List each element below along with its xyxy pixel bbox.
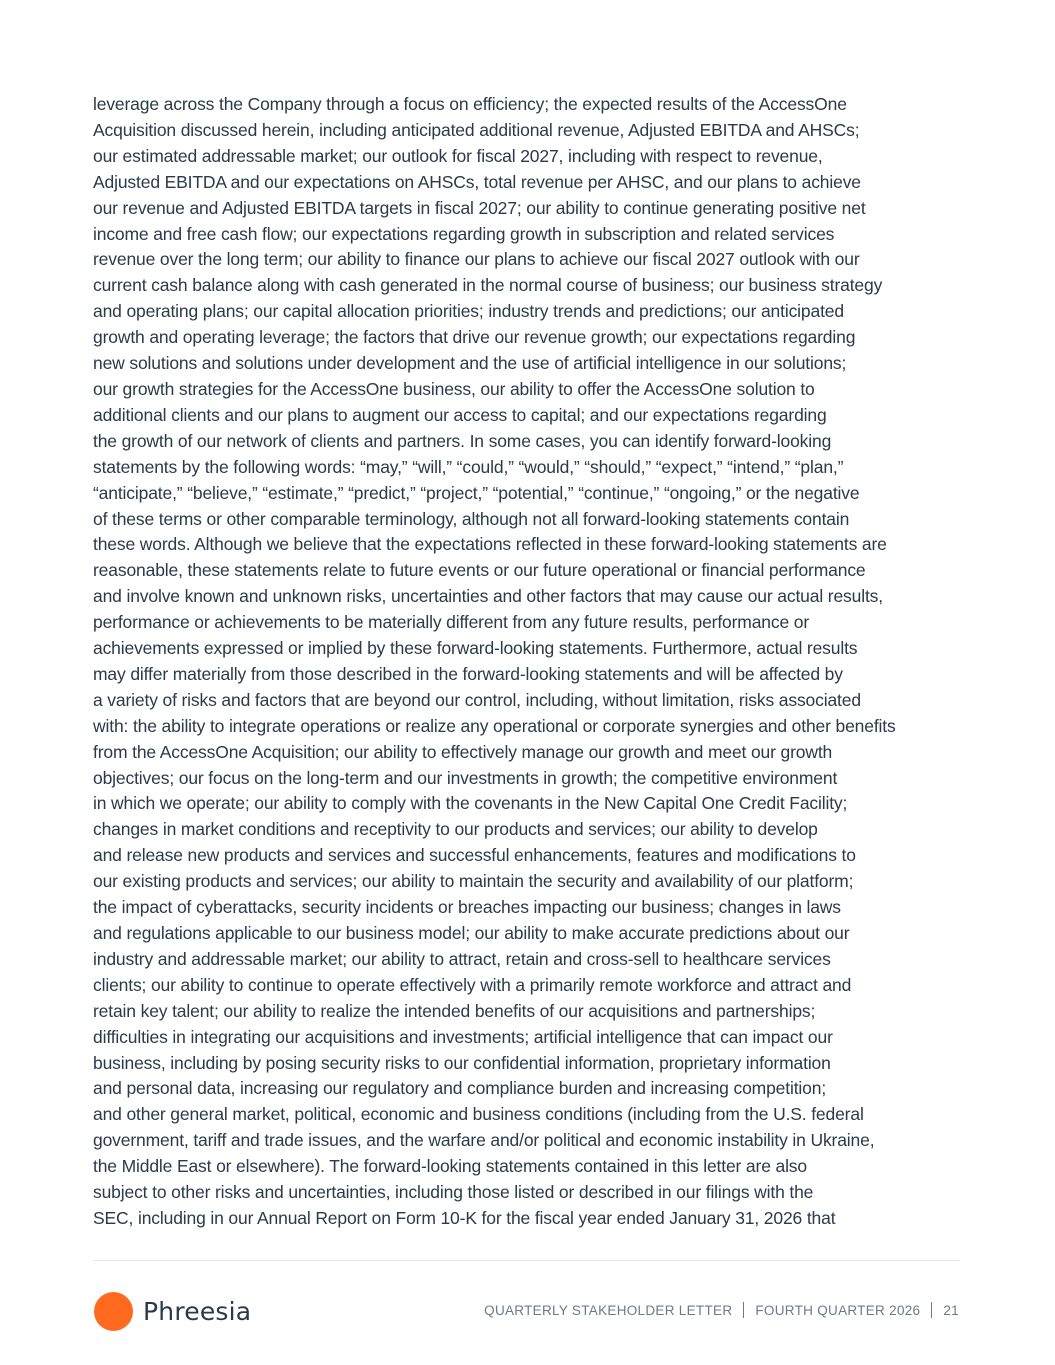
body-text-line: the impact of cyberattacks, security incidents or breaches impacting our business; changes in laws [93,897,841,918]
body-text-line: new solutions and solutions under development and the use of artificial intelligence in our solutions; [93,353,847,374]
body-text-line: government, tariff and trade issues, and the warfare and/or political and economic instability in Ukraine, [93,1130,875,1151]
body-text-line: of these terms or other comparable terminology, although not all forward-looking statements contain [93,508,850,529]
body-text-line: clients; our ability to continue to operate effectively with a primarily remote workforce and attract and [93,974,852,995]
body-text-line: and regulations applicable to our business model; our ability to make accurate predictions about our [93,923,850,943]
footer-separator [743,1302,744,1318]
body-text-line: difficulties in integrating our acquisitions and investments; artificial intelligence that can impact our [93,1026,833,1047]
body-text-line: and operating plans; our capital allocation priorities; industry trends and predictions; our anticipated [93,301,844,322]
body-text-line: objectives; our focus on the long-term and our investments in growth; the competitive environment [93,767,838,788]
body-text-line: revenue over the long term; our ability to finance our plans to achieve our fiscal 2027 outlook with our [93,249,860,270]
body-text-line: reasonable, these statements relate to future events or our future operational or financial performance [93,560,866,581]
body-text-line: changes in market conditions and receptivity to our products and services; our ability to develop [93,819,818,840]
body-text-line: from the AccessOne Acquisition; our ability to effectively manage our growth and meet our growth [93,741,833,762]
body-text-line: business, including by posing security risks to our confidential information, proprietary information [93,1052,831,1073]
phreesia-logo [94,1291,251,1331]
body-text-line: performance or achievements to be materially different from any future results, performance or [93,612,810,633]
body-paragraph [93,92,959,1232]
logo-wordmark: Phreesia [143,1296,252,1326]
body-text-line: “anticipate,” “believe,” “estimate,” “predict,” “project,” “potential,” “continue,” “ongoing,” or the negative [93,482,860,503]
page-number: 21 [943,1302,959,1318]
body-text-line: these words. Although we believe that the expectations reflected in these forward-looking statements are [93,534,887,555]
body-text-line: Adjusted EBITDA and our expectations on AHSCs, total revenue per AHSC, and our plans to achieve [93,171,861,192]
body-text-line: the growth of our network of clients and partners. In some cases, you can identify forward-looking [93,430,832,451]
body-text-line: additional clients and our plans to augment our access to capital; and our expectations regarding [93,404,827,425]
body-text-line: in which we operate; our ability to comply with the covenants in the New Capital One Credit Facility; [93,793,848,814]
body-text-line: SEC, including in our Annual Report on Form 10-K for the fiscal year ended January 31, 2026 that [93,1207,836,1228]
body-text-line: leverage across the Company through a focus on efficiency; the expected results of the AccessOne [93,94,847,114]
body-text-line: our revenue and Adjusted EBITDA targets in fiscal 2027; our ability to continue generating positive net [93,197,866,218]
footer-info [484,1302,959,1318]
body-text-line: and involve known and unknown risks, uncertainties and other factors that may cause our actual results, [93,586,883,607]
body-text-line: our estimated addressable market; our outlook for fiscal 2027, including with respect to revenue, [93,145,823,166]
body-text-line: retain key talent; our ability to realize the intended benefits of our acquisitions and partnerships; [93,1000,816,1021]
body-text-line: and personal data, increasing our regulatory and compliance burden and increasing competition; [93,1078,827,1099]
footer-divider [93,1260,960,1261]
body-text-line: income and free cash flow; our expectations regarding growth in subscription and related services [93,223,835,244]
footer-separator [931,1302,932,1318]
report-period: FOURTH QUARTER 2026 [755,1302,921,1318]
body-text-line: a variety of risks and factors that are beyond our control, including, without limitation, risks associated [93,689,861,710]
body-text-line: subject to other risks and uncertainties, including those listed or described in our filings with the [93,1182,814,1203]
body-text-line: with: the ability to integrate operations or realize any operational or corporate synergies and other benefits [93,715,896,736]
body-text-line: achievements expressed or implied by these forward-looking statements. Furthermore, actual results [93,638,858,659]
body-text-line: the Middle East or elsewhere). The forward-looking statements contained in this letter are also [93,1156,807,1177]
body-text-line: our growth strategies for the AccessOne business, our ability to offer the AccessOne solution to [93,378,815,399]
body-text-line: our existing products and services; our ability to maintain the security and availability of our platform; [93,871,854,892]
body-text-line: statements by the following words: “may,” “will,” “could,” “would,” “should,” “expect,” “intend,” “plan,” [93,456,844,477]
body-text-line: current cash balance along with cash generated in the normal course of business; our business strategy [93,275,883,296]
body-text-line: and release new products and services and successful enhancements, features and modifications to [93,845,856,866]
logo-circle-icon [94,1292,133,1331]
body-text-line: may differ materially from those described in the forward-looking statements and will be affected by [93,663,843,684]
body-text-line: industry and addressable market; our ability to attract, retain and cross-sell to healthcare services [93,948,831,969]
body-text-line: Acquisition discussed herein, including anticipated additional revenue, Adjusted EBITDA and AHSCs; [93,119,860,140]
body-text-line: growth and operating leverage; the factors that drive our revenue growth; our expectations regarding [93,327,856,348]
body-text-line: and other general market, political, economic and business conditions (including from the U.S. federal [93,1104,864,1125]
document-title: QUARTERLY STAKEHOLDER LETTER [484,1302,733,1318]
